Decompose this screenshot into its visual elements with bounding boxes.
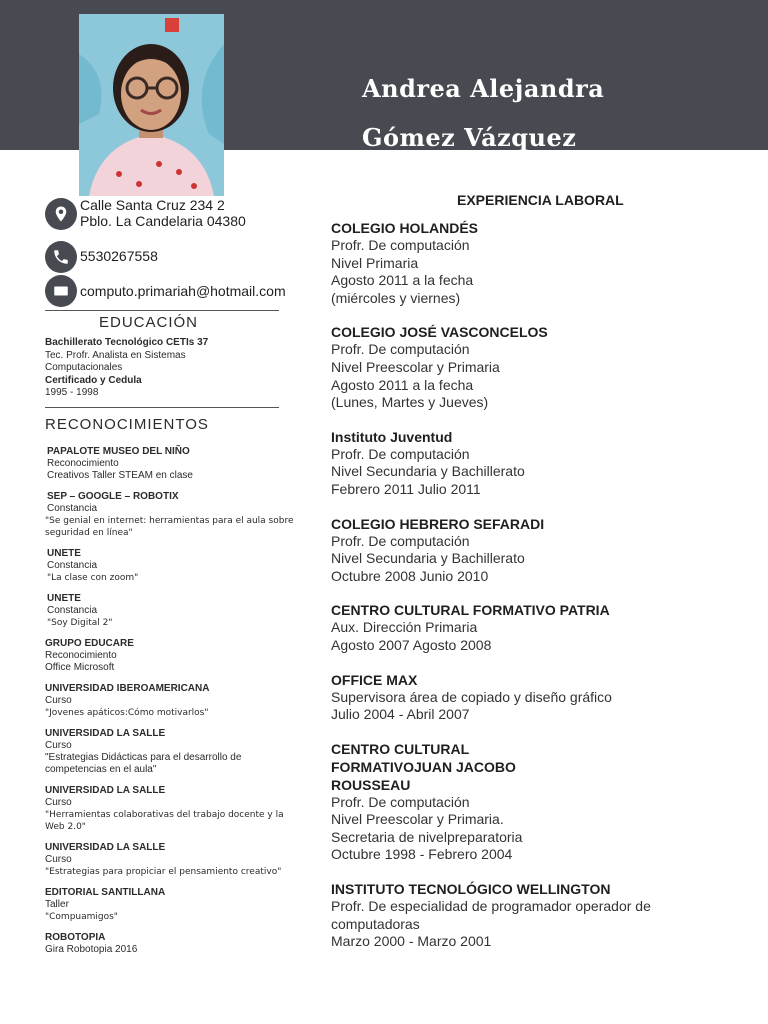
job-line: Marzo 2000 - Marzo 2001: [331, 933, 492, 950]
job-entry: [331, 601, 661, 654]
job-company: CENTRO CULTURAL FORMATIVO PATRIA: [331, 602, 610, 619]
rec-type: Curso: [45, 740, 72, 751]
rec-org: UNIVERSIDAD LA SALLE: [45, 728, 166, 739]
list-item: [45, 842, 295, 878]
rec-org: UNIVERSIDAD LA SALLE: [45, 842, 166, 853]
rec-desc: "La clase con zoom": [47, 573, 139, 583]
job-company: COLEGIO HEBRERO SEFARADI: [331, 515, 545, 532]
job-line: Octubre 1998 - Febrero 2004: [331, 846, 513, 863]
divider: [45, 407, 279, 408]
rec-desc: "Se genial en internet: herramientas para el aula sobre seguridad en línea": [45, 516, 294, 538]
job-line: Nivel Preescolar y Primaria: [331, 358, 500, 375]
job-line: Nivel Secundaria y Bachillerato: [331, 463, 525, 480]
job-line: (Lunes, Martes y Jueves): [331, 394, 489, 411]
list-item: [45, 887, 295, 923]
education-degree-line1: Tec. Profr. Analista en Sistemas: [45, 349, 186, 361]
rec-org: UNETE: [47, 548, 81, 559]
experience-list: [331, 219, 661, 967]
education-years: 1995 - 1998: [45, 387, 99, 398]
rec-org: PAPALOTE MUSEO DEL NIÑO: [47, 446, 190, 457]
rec-org: UNIVERSIDAD LA SALLE: [45, 785, 166, 796]
job-entry: [331, 515, 661, 586]
list-item: [45, 932, 295, 956]
rec-desc: "Compuamigos": [45, 912, 118, 922]
job-company: INSTITUTO TECNOLÓGICO WELLINGTON: [331, 881, 611, 898]
rec-desc: "Soy Digital 2": [47, 618, 113, 628]
rec-type: Curso: [45, 695, 72, 706]
job-line: (miércoles y viernes): [331, 289, 461, 306]
rec-type: Constancia: [47, 605, 98, 616]
email-icon: [45, 275, 77, 307]
job-line: Julio 2004 - Abril 2007: [331, 706, 470, 723]
education-certificate: Certificado y Cedula: [45, 374, 142, 386]
job-line: Profr. De computación: [331, 445, 470, 462]
job-line: Secretaria de nivelpreparatoria: [331, 828, 523, 845]
job-company: Instituto Juventud: [331, 428, 453, 445]
job-line: Nivel Preescolar y Primaria.: [331, 811, 504, 828]
rec-org: UNIVERSIDAD IBEROAMERICANA: [45, 683, 210, 694]
job-entry: [331, 671, 661, 724]
rec-type: Gira Robotopia 2016: [45, 944, 138, 955]
rec-type: Constancia: [47, 503, 98, 514]
rec-desc: "Herramientas colaborativas del trabajo docente y la Web 2.0": [45, 810, 284, 832]
job-line: Supervisora área de copiado y diseño gráfico: [331, 688, 612, 705]
job-company: CENTRO CULTURAL FORMATIVOJUAN JACOBO ROUSSEAU: [331, 740, 516, 793]
rec-org: ROBOTOPIA: [45, 932, 106, 943]
rec-type: Taller: [45, 899, 69, 910]
rec-org: SEP – GOOGLE – ROBOTIX: [47, 491, 179, 502]
recognitions-list: [45, 446, 295, 965]
job-company: COLEGIO HOLANDÉS: [331, 220, 479, 236]
job-entry: [331, 323, 661, 411]
job-line: Aux. Dirección Primaria: [331, 619, 478, 636]
job-line: Nivel Primaria: [331, 254, 419, 271]
rec-type: Constancia: [47, 560, 98, 571]
list-item: [45, 548, 295, 584]
list-item: [45, 683, 295, 719]
location-icon: [45, 198, 77, 230]
job-entry: [331, 880, 661, 951]
job-company: COLEGIO JOSÉ VASCONCELOS: [331, 324, 548, 341]
job-line: Febrero 2011 Julio 2011: [331, 480, 481, 497]
job-line: Profr. De computación: [331, 532, 470, 549]
job-line: Profr. De computación: [331, 341, 470, 358]
rec-desc: "Jovenes apáticos:Cómo motivarlos": [45, 708, 209, 718]
rec-type: Curso: [45, 854, 72, 865]
rec-type: Curso: [45, 797, 72, 808]
rec-org: UNETE: [47, 593, 81, 604]
name-first: Andrea Alejandra: [362, 74, 605, 103]
job-line: Octubre 2008 Junio 2010: [331, 567, 489, 584]
email-address: computo.primariah@hotmail.com: [80, 283, 286, 299]
address-line2: Pblo. La Candelaria 04380: [80, 213, 246, 229]
address-line1: Calle Santa Cruz 234 2: [80, 197, 225, 213]
recognitions-title: RECONOCIMIENTOS: [45, 416, 209, 433]
job-line: Profr. De computación: [331, 793, 470, 810]
rec-type: Reconocimiento: [47, 458, 119, 469]
job-line: Agosto 2007 Agosto 2008: [331, 636, 492, 653]
divider: [45, 310, 279, 311]
job-entry: [331, 740, 661, 864]
phone-number: 5530267558: [80, 248, 158, 264]
rec-desc: Creativos Taller STEAM en clase: [47, 470, 193, 481]
list-item: [45, 728, 295, 776]
education-degree-line2: Computacionales: [45, 362, 123, 373]
rec-desc: Office Microsoft: [45, 662, 115, 673]
rec-type: Reconocimiento: [45, 650, 117, 661]
job-line: Profr. De computación: [331, 237, 470, 253]
education-title: EDUCACIÓN: [99, 314, 199, 331]
education-school: Bachillerato Tecnológico CETIs 37: [45, 337, 209, 348]
education-block: [45, 337, 285, 400]
job-line: Nivel Secundaria y Bachillerato: [331, 550, 525, 567]
phone-icon: [45, 241, 77, 273]
job-line: Agosto 2011 a la fecha: [331, 376, 474, 393]
rec-desc: "Estrategias Didácticas para el desarrollo de competencias en el aula": [45, 752, 242, 775]
name-last: Gómez Vázquez: [362, 123, 577, 152]
list-item: [45, 491, 295, 539]
list-item: [45, 785, 295, 833]
rec-desc: "Estrategias para propiciar el pensamiento creativo": [45, 867, 282, 877]
experience-title: EXPERIENCIA LABORAL: [457, 192, 624, 208]
list-item: [45, 638, 295, 674]
profile-photo: [79, 14, 224, 196]
list-item: [45, 446, 295, 482]
job-company: OFFICE MAX: [331, 671, 418, 688]
job-line: Profr. De especialidad de programador operador de computadoras: [331, 898, 651, 932]
rec-org: GRUPO EDUCARE: [45, 638, 134, 649]
job-entry: [331, 428, 661, 499]
job-line: Agosto 2011 a la fecha: [331, 272, 474, 289]
list-item: [45, 593, 295, 629]
job-entry: [331, 219, 661, 307]
rec-org: EDITORIAL SANTILLANA: [45, 887, 166, 898]
